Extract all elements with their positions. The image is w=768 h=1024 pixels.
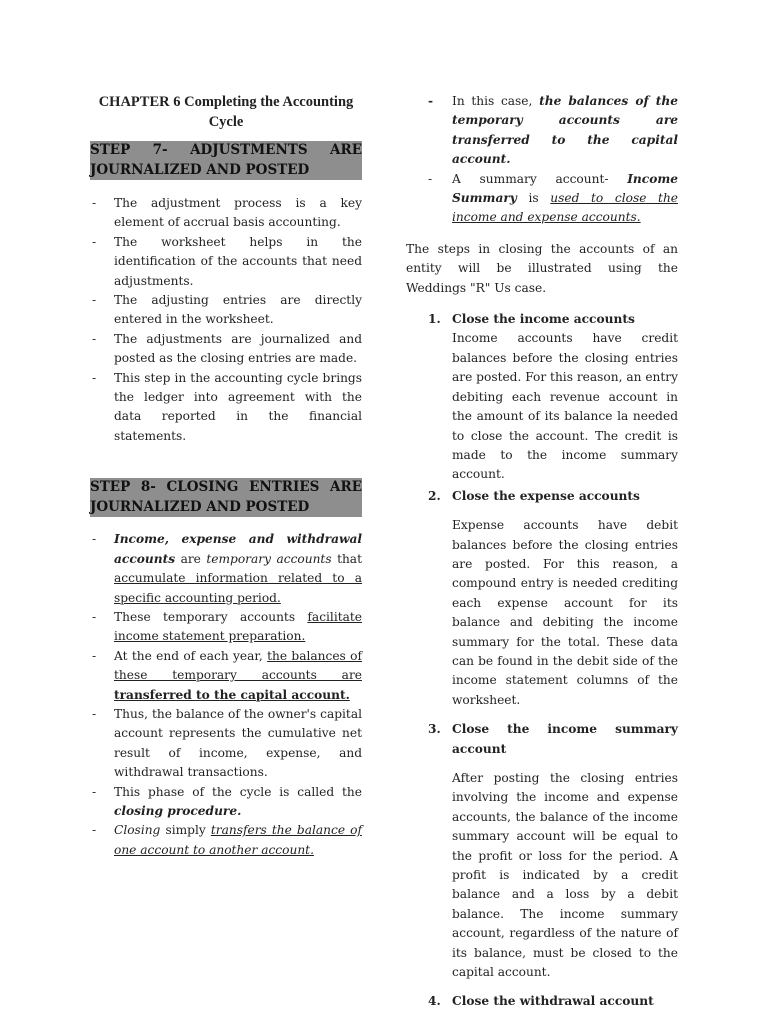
dash-bullet: -	[92, 331, 97, 346]
closing-step	[428, 720, 678, 982]
step-number: 2.	[428, 488, 441, 503]
dash-bullet: -	[92, 234, 97, 249]
chapter-title: CHAPTER 6 Completing the Accounting Cycle	[98, 94, 354, 130]
step-number: 3.	[428, 722, 441, 737]
list-item: - A summary account- Income Summary is used to close the income and expense accounts.	[428, 171, 679, 225]
dash-bullet: -	[92, 823, 97, 838]
step-body: After posting the closing entries involving the income and expense accounts, the balance of the income summary account will be equal to the profit or loss for the period. A profit is indicated by a credit balance and a loss by a debit balance. The income summary account, regardless of the nature of its balance, must be closed to the capital account.	[452, 771, 678, 980]
dash-bullet: -	[92, 706, 97, 721]
list-item: - In this case, the balances of the temporary accounts are transferred to the capital account.	[428, 94, 678, 167]
closing-notes-list	[406, 92, 678, 228]
step-body: Expense accounts have debit balances before the closing entries are posted. For this reason, a compound entry is needed crediting each expense account for its balance and debiting the income summary for the total. These data can be found in the debit side of the income statement columns of the worksheet.	[452, 518, 678, 707]
dash-bullet: -	[92, 648, 97, 663]
list-item: - The adjustments are journalized and posted as the closing entries are made.	[92, 331, 362, 366]
dash-bullet: -	[428, 171, 433, 186]
dash-bullet: -	[92, 370, 97, 385]
list-item: - At the end of each year, the balances of these temporary accounts are transferred to the capital account.	[92, 648, 362, 702]
step-8-list	[90, 530, 362, 860]
closing-step	[428, 487, 678, 710]
closing-steps-list	[406, 310, 678, 1012]
dash-bullet: -	[92, 609, 97, 624]
step-title: Close the expense accounts	[452, 488, 640, 503]
dash-bullet: -	[92, 293, 97, 308]
list-item: - Income, expense and withdrawal accounts are temporary accounts that accumulate information related to a specific accounting period.	[92, 532, 362, 605]
list-item: - Thus, the balance of the owner's capital account represents the cumulative net result of income, expense, and withdrawal transactions.	[92, 706, 362, 780]
dash-bullet: -	[428, 94, 434, 108]
step-7-list	[90, 194, 362, 446]
dash-bullet: -	[92, 196, 97, 210]
closing-step	[428, 310, 678, 485]
list-item: - This phase of the cycle is called the closing procedure.	[92, 784, 362, 818]
step-8-heading: STEP 8- CLOSING ENTRIES ARE JOURNALIZED AND POSTED	[90, 478, 362, 517]
list-item: - This step in the accounting cycle brings the ledger into agreement with the data reported in the financial statements.	[92, 370, 362, 443]
list-item: - Closing simply transfers the balance of one account to another account.	[92, 823, 362, 857]
step-number: 4.	[428, 994, 441, 1009]
step-title: Close the income accounts	[452, 312, 635, 327]
dash-bullet: -	[92, 784, 97, 799]
dash-bullet: -	[92, 532, 97, 547]
step-7-heading: STEP 7- ADJUSTMENTS ARE JOURNALIZED AND POSTED	[90, 141, 362, 180]
right-column	[406, 92, 678, 1012]
closing-step	[428, 992, 678, 1011]
list-item: - The adjustment process is a key element of accrual basis accounting.	[92, 196, 362, 230]
step-title: Close the withdrawal account	[452, 994, 654, 1009]
list-item: - The adjusting entries are directly entered in the worksheet.	[92, 293, 362, 327]
list-item: - The worksheet helps in the identification of the accounts that need adjustments.	[92, 234, 362, 288]
closing-steps-intro: The steps in closing the accounts of an entity will be illustrated using the Weddings "R" Us case.	[406, 241, 678, 295]
list-item: - These temporary accounts facilitate income statement preparation.	[92, 609, 362, 644]
left-column	[90, 92, 362, 860]
step-body: Income accounts have credit balances before the closing entries are posted. For this reason, an entry debiting each revenue account in the amount of its balance la needed to close the account. The credit is made to the income summary account.	[452, 331, 678, 482]
step-title: Close the income summary account	[452, 722, 678, 756]
step-number: 1.	[428, 312, 441, 327]
